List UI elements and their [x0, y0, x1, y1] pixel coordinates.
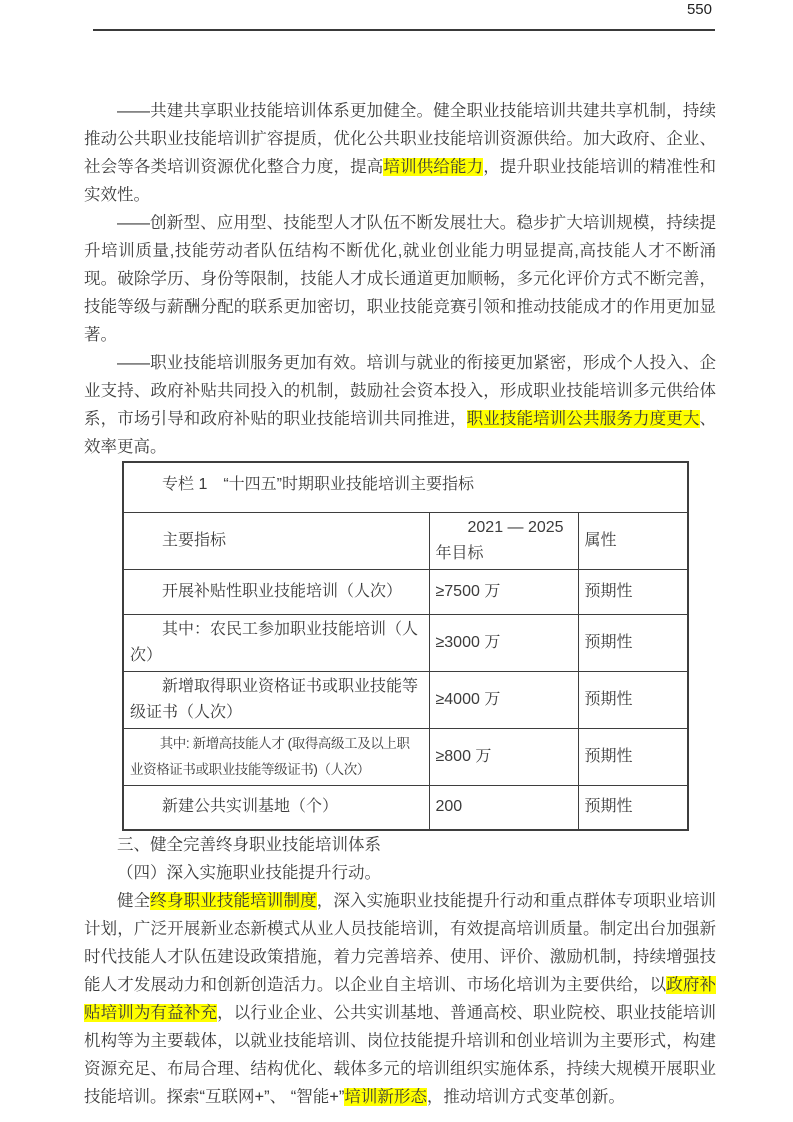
table-row	[123, 785, 688, 830]
cell-goal: ≥4000 万	[429, 671, 578, 728]
cell-attribute: 预期性	[578, 614, 688, 671]
cell-indicator: 其中: 新增高技能人才 (取得高级工及以上职业资格证书或职业技能等级证书)（人次）	[123, 728, 429, 785]
highlighted-text: 终身职业技能培训制度	[150, 892, 317, 910]
cell-goal: ≥3000 万	[429, 614, 578, 671]
cell-goal: 200	[429, 785, 578, 830]
text-segment: ——共建共享职业技能培训体系更加健全。健全职业技能培训共建共享机制，持续推动公共职业技能培训扩容提质，优化公共职业技能培训资源供给。加大政府、企业、社会等各类培训资源优化整合力度，提高	[84, 102, 716, 176]
column-header-goal-line2: 年目标	[435, 544, 484, 562]
para-shared-training-system	[84, 97, 716, 209]
column-header-goal	[429, 512, 578, 569]
para-training-service	[84, 349, 716, 461]
text-segment: ，推动培训方式变革创新。	[426, 1088, 625, 1106]
text-segment: ，以行业企业、公共实训基地、普通高校、职业院校、职业技能培训机构等为主要载体，以就业技能培训、岗位技能提升培训和创业培训为主要形式，构建资源充足、布局合理、结构优化、载体多元的培训组织实施体系，持续大规模开展职业技能培训。探索“互联网+”、 “智能+”	[84, 1004, 717, 1106]
cell-attribute: 预期性	[578, 728, 688, 785]
highlighted-text: 职业技能培训公共服务力度更大	[466, 410, 700, 428]
text-segment: 三、健全完善终身职业技能培训体系	[117, 836, 381, 854]
cell-goal: ≥7500 万	[429, 569, 578, 614]
cell-indicator: 开展补贴性职业技能培训（人次）	[123, 569, 429, 614]
highlighted-text: 培训新形态	[344, 1088, 427, 1106]
indicators-table	[122, 461, 689, 831]
cell-indicator: 新建公共实训基地（个）	[123, 785, 429, 830]
cell-attribute: 预期性	[578, 671, 688, 728]
cell-indicator: 新增取得职业资格证书或职业技能等级证书（人次）	[123, 671, 429, 728]
para-lifelong-training	[84, 887, 716, 1111]
text-segment: （四）深入实施职业技能提升行动。	[117, 864, 381, 882]
table-title-row	[123, 462, 688, 512]
heading-section-three	[84, 831, 716, 859]
column-header-attribute: 属性	[578, 512, 688, 569]
highlighted-text: 政府补贴培训为有益补充	[84, 976, 717, 1022]
cell-goal: ≥800 万	[429, 728, 578, 785]
post-table-paragraphs	[84, 831, 716, 1111]
document-body	[84, 97, 716, 1111]
table-title: 专栏 1 “十四五”时期职业技能培训主要指标	[123, 462, 688, 512]
text-segment: ，深入实施职业技能提升行动和重点群体专项职业培训计划，广泛开展新业态新模式从业人员技能培训，有效提高培训质量。制定出台加强新时代技能人才队伍建设政策措施，着力完善培养、使用、评价、激励机制，持续增强技能人才发展动力和创新创造活力。以企业自主培训、市场化培训为主要供给，以	[84, 892, 717, 994]
pre-table-paragraphs	[84, 97, 716, 461]
table-row	[123, 728, 688, 785]
column-header-goal-line1: 2021 — 2025	[467, 518, 564, 536]
header-rule	[93, 29, 715, 31]
cell-attribute: 预期性	[578, 785, 688, 830]
highlighted-text: 培训供给能力	[383, 158, 484, 176]
text-segment: ——创新型、应用型、技能型人才队伍不断发展壮大。稳步扩大培训规模，持续提升培训质量,技能劳动者队伍结构不断优化,就业创业能力明显提高,高技能人才不断涌现。破除学历、身份等限制，技能人才成长通道更加顺畅，多元化评价方式不断完善，技能等级与薪酬分配的联系更加密切，职业技能竞赛引领和推动技能成才的作用更加显著。	[84, 214, 716, 344]
column-header-indicator: 主要指标	[123, 512, 429, 569]
text-segment: 健全	[117, 892, 151, 910]
heading-item-four	[84, 859, 716, 887]
text-segment: 、效率更高。	[84, 410, 717, 456]
table-row	[123, 671, 688, 728]
cell-attribute: 预期性	[578, 569, 688, 614]
para-talent-teams	[84, 209, 716, 349]
table-row	[123, 614, 688, 671]
text-segment: ——职业技能培训服务更加有效。培训与就业的衔接更加紧密，形成个人投入、企业支持、政府补贴共同投入的机制，鼓励社会资本投入，形成职业技能培训多元供给体系，市场引导和政府补贴的职业技能培训共同推进，	[84, 354, 716, 428]
page-number: 550	[686, 1, 712, 18]
text-segment: ，提升职业技能培训的精准性和实效性。	[84, 158, 717, 204]
table-row	[123, 569, 688, 614]
table-header-row	[123, 512, 688, 569]
cell-indicator: 其中：农民工参加职业技能培训（人次）	[123, 614, 429, 671]
